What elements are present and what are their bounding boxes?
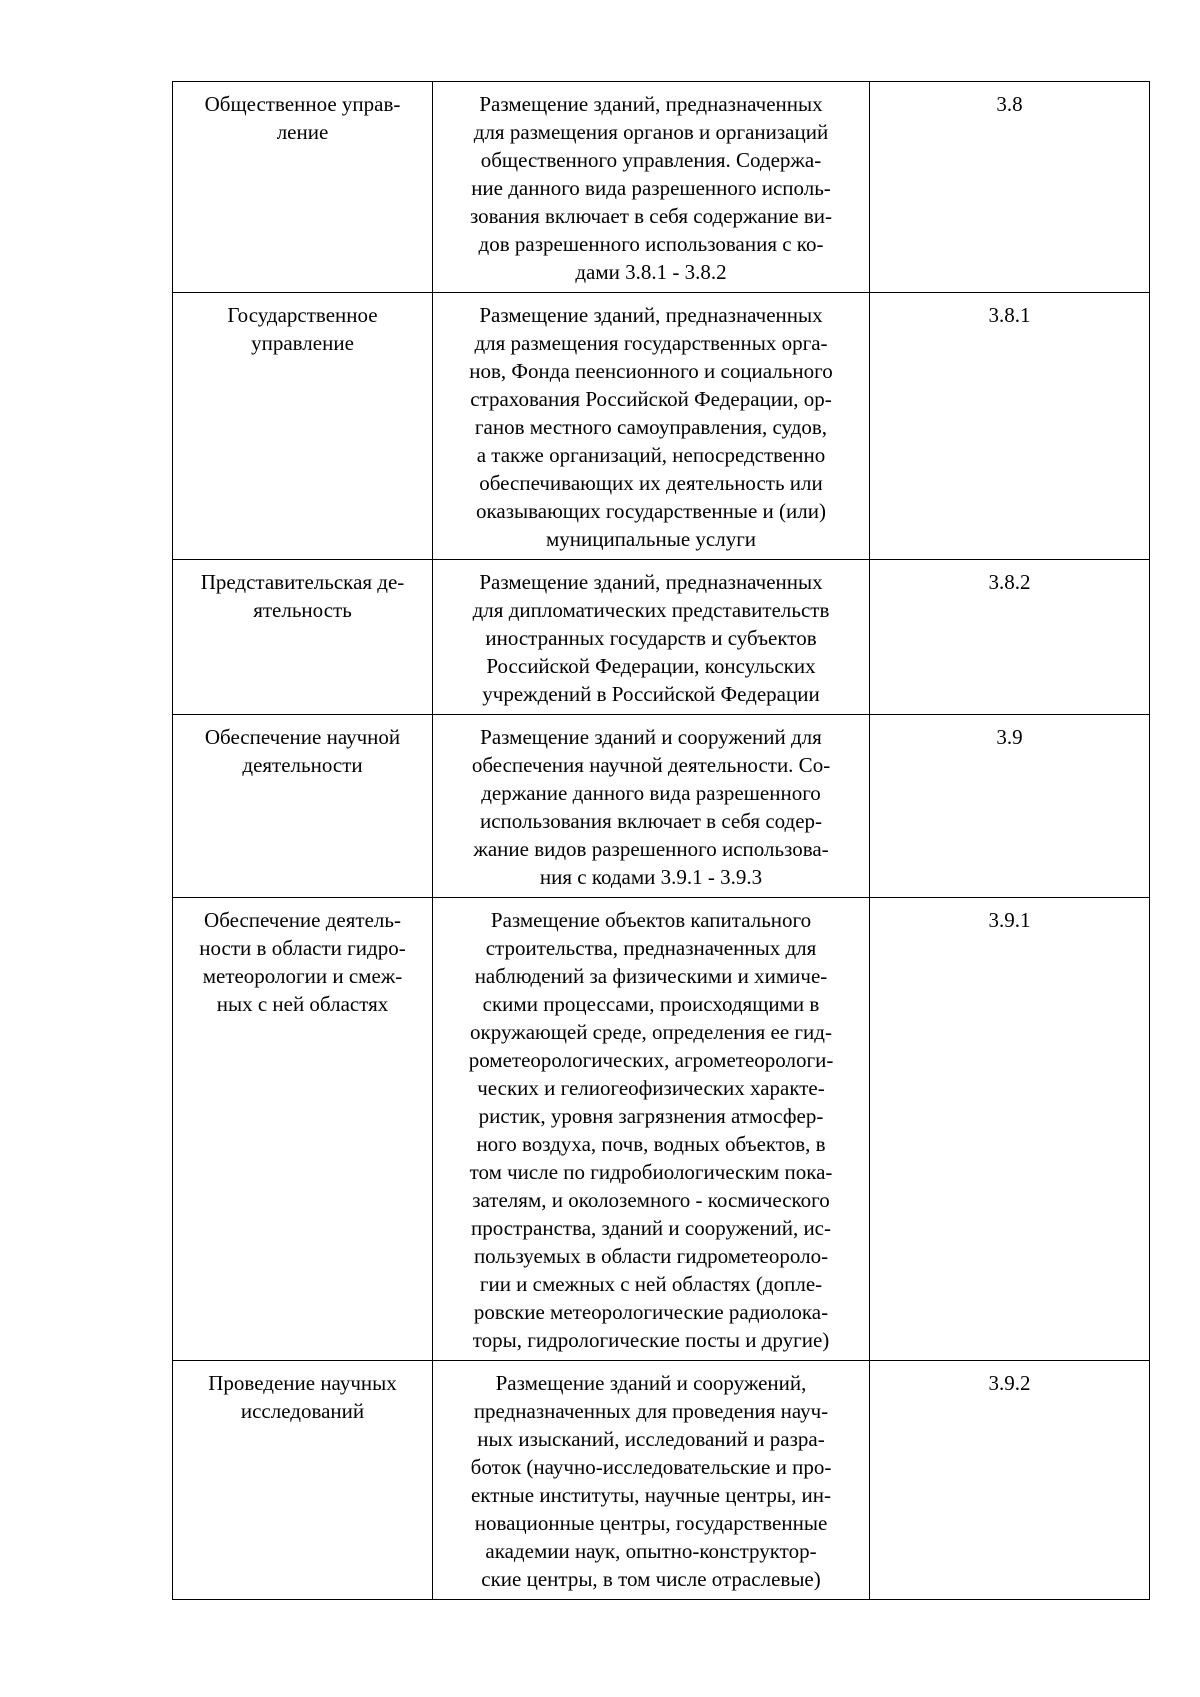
table-row [173,560,1150,715]
use-code-cell [870,560,1150,715]
use-description-cell [433,293,870,560]
use-code: 3.8.1 [988,303,1031,327]
use-name: Обеспечение научной деятельности [204,725,401,777]
use-name-cell [173,560,433,715]
use-name-cell [173,715,433,898]
use-description-cell [433,82,870,293]
use-description: Размещение зданий и сооружений для обеспечения научной деятельности. Со- держание данного вида разрешенного использования включает в себя содер- жание видов разрешенного использова- ния с кодами 3.9.1 - 3.9.3 [471,725,831,889]
table-row [173,898,1150,1361]
use-description-cell [433,1361,870,1600]
land-use-table [172,81,1150,1600]
use-code: 3.8.2 [988,570,1031,594]
use-description-cell [433,898,870,1361]
use-name-cell [173,898,433,1361]
use-description: Размещение зданий, предназначенных для размещения органов и организаций общественного управления. Содержа- ние данного вида разрешенного исполь- зования включает в себя содержание ви- дов разрешенного использования с ко- дами 3.8.1 - 3.8.2 [469,92,832,284]
use-name: Проведение научных исследований [208,1371,397,1423]
use-name: Общественное управ- ление [204,92,401,144]
use-name: Государственное управление [227,303,378,355]
use-name-cell [173,293,433,560]
use-code-cell [870,1361,1150,1600]
use-description: Размещение зданий, предназначенных для дипломатических представительств иностранных государств и субъектов Российской Федерации, консульских учреждений в Российской Федерации [472,570,830,706]
use-description-cell [433,715,870,898]
use-name-cell [173,1361,433,1600]
table-row [173,82,1150,293]
use-name-cell [173,82,433,293]
table-row [173,293,1150,560]
use-description: Размещение объектов капитального строительства, предназначенных для наблюдений за физическими и химиче- скими процессами, происходящими в окружающей среде, определения ее гид- рометеорологических, агрометеорологи- ческих и гелиогеофизических характе- ристик, уровня загрязнения атмосфер- ного воздуха, почв, водных объектов, в том числе по гидробиологическим пока- зателям, и околоземного - космического пространства, зданий и сооружений, ис- пользуемых в области гидрометеороло- гии и смежных с ней областях (допле- ровские метеорологические радиолока- торы, гидрологические посты и другие) [468,908,834,1352]
use-name: Обеспечение деятель- ности в области гидро- метеорологии и смеж- ных с ней областях [199,908,406,1016]
use-code: 3.8 [996,92,1023,116]
use-code-cell [870,715,1150,898]
use-code-cell [870,898,1150,1361]
table-row [173,715,1150,898]
use-code-cell [870,293,1150,560]
use-code: 3.9.1 [988,908,1031,932]
use-description-cell [433,560,870,715]
table-row [173,1361,1150,1600]
use-code: 3.9 [996,725,1023,749]
use-description: Размещение зданий и сооружений, предназначенных для проведения науч- ных изысканий, исследований и разра- боток (научно-исследовательские и про- ектные институты, научные центры, ин- новационные центры, государственные академии наук, опытно-конструктор- ские центры, в том числе отраслевые) [470,1371,832,1591]
use-name: Представительская де- ятельность [200,570,405,622]
use-description: Размещение зданий, предназначенных для размещения государственных орга- нов, Фонда пеенсионного и социального страхования Российской Федерации, ор- ганов местного самоуправления, судов, а также организаций, непосредственно обеспечивающих их деятельность или оказывающих государственные и (или) муниципальные услуги [469,303,833,551]
use-code-cell [870,82,1150,293]
use-code: 3.9.2 [988,1371,1031,1395]
